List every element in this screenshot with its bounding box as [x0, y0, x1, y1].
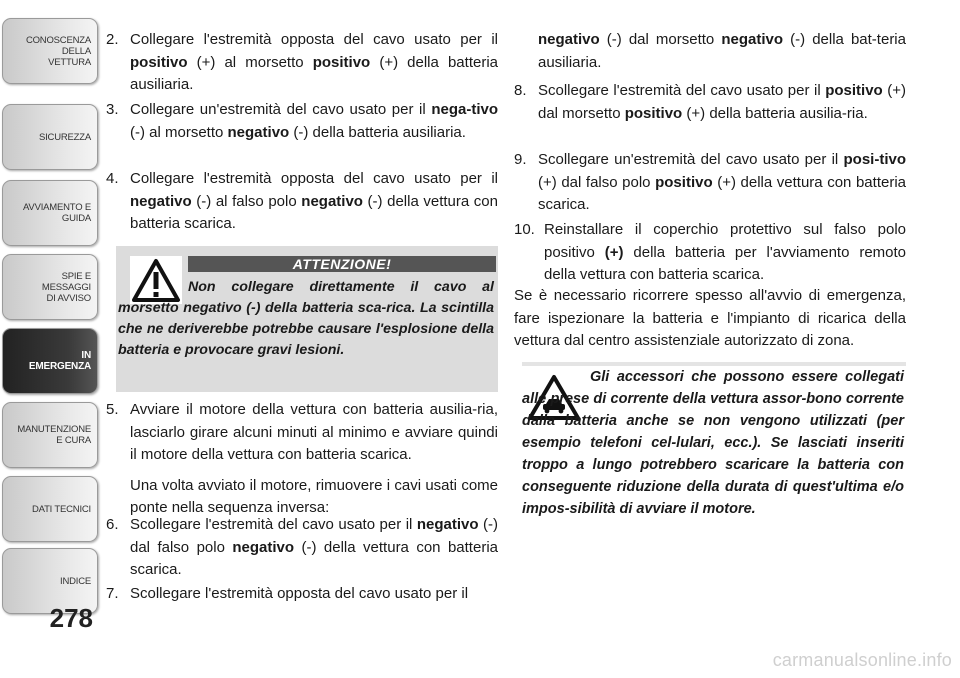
step-text-bold: negativo — [721, 31, 784, 48]
step-6 — [106, 514, 498, 582]
step-text-bold: negativo — [538, 31, 600, 48]
step-text-bold: negativo — [301, 192, 363, 210]
step-2 — [106, 29, 498, 97]
step-number: 9. — [514, 151, 527, 168]
tab-label: DI AVVISO — [46, 292, 91, 304]
tab-label: E CURA — [56, 435, 91, 446]
step-number: 7. — [106, 585, 119, 602]
step-text-bold: negativo — [227, 123, 290, 141]
step-text-bold: positivo — [624, 104, 683, 122]
step-text-bold: negativo — [130, 192, 192, 210]
step-text: Avviare il motore della vettura con batteria ausilia-ria, lasciarlo girare alcuni minuti al minimo e avviare quindi il motore della vettura con batteria scarica. — [130, 401, 498, 463]
watermark: carmanualsonline.info — [772, 650, 952, 670]
note-text: Gli accessori che possono essere collegati alle prese di corrente della vettura assor-bono corrente dalla batteria anche se non vengono utilizzati (per esempio telefoni cel-lulari, ecc.). Se lasciati inseriti troppo a lungo potrebbero scaricare la batteria con conseguente riduzione della durata di quest'ultima e/o impos-sibilità di avviare il motore. — [522, 369, 904, 517]
tab-label: DATI TECNICI — [31, 503, 91, 515]
step-text: Scollegare l'estremità del cavo usato per il — [538, 82, 826, 99]
step-8 — [514, 80, 906, 125]
step-text-bold: nega-tivo — [431, 101, 498, 118]
warning-text: Non collegare direttamente il cavo al morsetto negativo (-) della batteria sca-rica. La scintilla che ne deriverebbe potrebbe causare l'esplosione della batteria e provocare gravi lesioni. — [118, 279, 494, 358]
step-text-bold: positivo — [130, 53, 188, 71]
step-text-bold: (+) — [604, 243, 624, 261]
tab-spie-e-messaggi[interactable] — [2, 254, 98, 320]
tab-label: AVVIAMENTO E — [23, 202, 91, 213]
step-3 — [106, 99, 498, 144]
step-text: (-) della vettura con batteria scarica. — [130, 192, 498, 232]
step-text: (+) al morsetto — [187, 53, 313, 71]
tab-label: CONOSCENZA DELLA — [25, 34, 91, 57]
tab-label: EMERGENZA — [28, 361, 91, 372]
step-9 — [514, 149, 906, 217]
step-text: Scollegare un'estremità del cavo usato per il — [538, 151, 844, 168]
step-text: (+) della batteria ausilia-ria. — [682, 104, 868, 122]
tab-sicurezza[interactable] — [2, 104, 98, 170]
paragraph-emergency-start — [514, 285, 906, 353]
step-text: (-) dal morsetto — [599, 31, 722, 48]
step-text: (+) della batteria ausiliaria. — [130, 53, 498, 93]
step-10 — [514, 219, 906, 287]
step-text: (-) della vettura con batteria scarica. — [130, 538, 498, 578]
tab-conoscenza-della-vettura[interactable] — [2, 18, 98, 84]
tab-label: IN — [81, 350, 91, 361]
step-text: della batteria per l'avviamento remoto della vettura con batteria scarica. — [544, 243, 907, 283]
step-number: 10. — [514, 221, 535, 238]
step-number: 5. — [106, 401, 119, 418]
step-text: Collegare l'estremità opposta del cavo usato per il — [130, 170, 498, 187]
step-text: Scollegare l'estremità del cavo usato per il — [130, 516, 417, 533]
step-text: (+) dal morsetto — [538, 82, 906, 122]
tab-label: INDICE — [60, 575, 91, 587]
tab-label: MESSAGGI — [41, 281, 91, 293]
step-number: 4. — [106, 170, 119, 187]
tab-label: SPIE E — [61, 270, 91, 282]
step-5 — [106, 399, 498, 520]
tab-dati-tecnici[interactable] — [2, 476, 98, 542]
page-number: 278 — [49, 603, 93, 633]
step-7 — [106, 583, 498, 606]
step-4 — [106, 168, 498, 236]
step-text: Collegare l'estremità opposta del cavo usato per il — [130, 31, 498, 48]
step-text-bold: positivo — [825, 82, 883, 99]
step-text-bold: positivo — [655, 173, 713, 191]
tab-in-emergenza[interactable] — [2, 328, 98, 394]
step-text: (-) della bat-teria ausiliaria. — [538, 31, 906, 71]
step-text: (+) della vettura con batteria scarica. — [538, 173, 907, 213]
step-number: 8. — [514, 82, 527, 99]
paragraph-text: Se è necessario ricorrere spesso all'avvio di emergenza, fare ispezionare la batteria e l'impianto di ricarica della vettura dal centro assistenziale autorizzato di zona. — [514, 287, 906, 349]
step-text-bold: posi-tivo — [843, 151, 906, 168]
step-text: Collegare un'estremità del cavo usato per il — [130, 101, 432, 118]
step-text-bold: negativo — [232, 538, 295, 556]
step-text: Reinstallare il coperchio protettivo sul falso polo positivo — [544, 221, 906, 261]
step-text: (-) dal falso polo — [130, 516, 499, 556]
tab-avviamento-e-guida[interactable] — [2, 180, 98, 246]
chapter-index-sidebar — [0, 0, 100, 678]
step-text-bold: positivo — [312, 53, 371, 71]
step-text: (-) al morsetto — [130, 123, 228, 141]
warning-title: ATTENZIONE! — [188, 256, 496, 272]
step-text: (-) della batteria ausiliaria. — [289, 123, 466, 141]
tab-label: MANUTENZIONE — [17, 424, 91, 435]
tab-label: SICUREZZA — [38, 131, 91, 143]
step-text: Una volta avviato il motore, rimuovere i cavi usati come ponte nella sequenza inversa: — [130, 476, 498, 516]
step-text-bold: negativo — [416, 516, 479, 533]
step-text: Scollegare l'estremità opposta del cavo usato per il — [130, 585, 469, 602]
step-7-continued — [514, 29, 906, 74]
tab-label: VETTURA — [48, 56, 91, 68]
step-number: 6. — [106, 516, 119, 533]
step-number: 3. — [106, 101, 119, 118]
step-text: (+) dal falso polo — [538, 173, 656, 191]
warning-box — [116, 246, 498, 392]
step-text: (-) al falso polo — [191, 192, 302, 210]
tab-manutenzione-e-cura[interactable] — [2, 402, 98, 468]
tab-label: GUIDA — [61, 213, 91, 224]
step-number: 2. — [106, 31, 119, 48]
